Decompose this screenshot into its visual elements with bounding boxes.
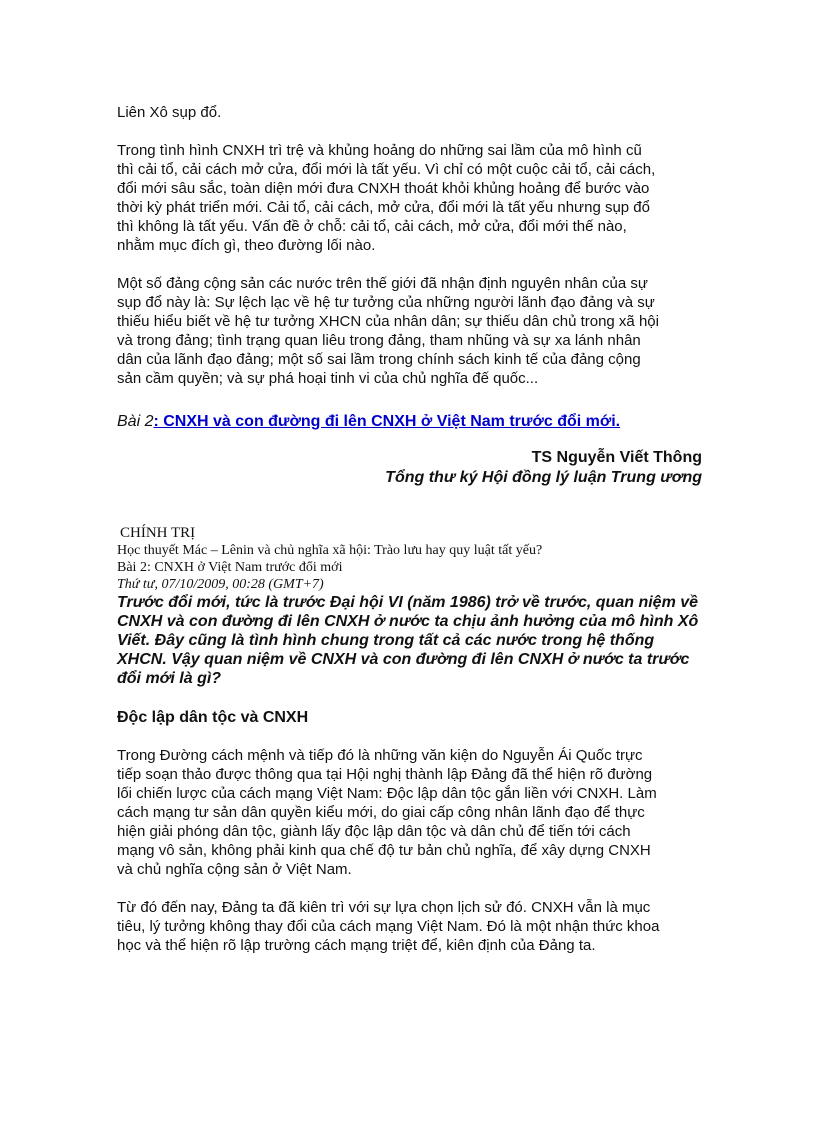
paragraph-1 (117, 141, 702, 255)
article-title: Bài 2: CNXH ở Việt Nam trước đổi mới (117, 560, 343, 575)
text-line: mạng vô sản, không phải kinh qua chế độ tư bản chủ nghĩa, để xây dựng CNXH (117, 842, 651, 859)
text-line: Trong tình hình CNXH trì trệ và khủng hoảng do những sai lầm của mô hình cũ (117, 142, 642, 159)
text-line: sản cầm quyền; và sự phá hoại tinh vi của chủ nghĩa đế quốc... (117, 370, 539, 387)
paragraph-4 (117, 898, 702, 955)
text-line: tiêu, lý tưởng không thay đổi của cách mạng Việt Nam. Đó là một nhận thức khoa (117, 918, 660, 935)
bai2-title (117, 412, 702, 432)
text-line: thì không là tất yếu. Vấn đề ở chỗ: cải tổ, cải cách, mở cửa, đổi mới thế nào, (117, 218, 627, 235)
text-line: và trong đảng; tình trạng quan liêu trong đảng, tham nhũng và sự xa lánh nhân (117, 332, 641, 349)
author-title: Tổng thư ký Hội đồng lý luận Trung ương (385, 469, 702, 486)
text-line: Viết. Đây cũng là tình hình chung trong tất cả các nước trong hệ thống (117, 632, 655, 649)
text-line: thì cải tổ, cải cách mở cửa, đổi mới là tất yếu. Vì chỉ có một cuộc cải tổ, cải cách, (117, 161, 656, 178)
text-line: đổi mới sâu sắc, toàn diện mới đưa CNXH thoát khỏi khủng hoảng để bước vào (117, 180, 650, 197)
bai2-prefix: Bài 2 (117, 413, 154, 430)
text-line: thiếu hiểu biết về hệ tư tưởng XHCN của nhân dân; sự thiếu dân chủ trong xã hội (117, 313, 659, 330)
lead-paragraph (117, 593, 702, 688)
text-line: Trong Đường cách mệnh và tiếp đó là những văn kiện do Nguyễn Ái Quốc trực (117, 747, 643, 764)
text-line: Từ đó đến nay, Đảng ta đã kiên trì với sự lựa chọn lịch sử đó. CNXH vẫn là mục (117, 899, 651, 916)
text-line: thời kỳ phát triển mới. Cải tổ, cải cách, mở cửa, đổi mới là tất yếu nhưng sụp đổ (117, 199, 650, 216)
text-line: học và thể hiện rõ lập trường cách mạng triệt để, kiên định của Đảng ta. (117, 937, 596, 954)
category-label: CHÍNH TRỊ (120, 525, 196, 541)
text-line: lối chiến lược của cách mạng Việt Nam: Độc lập dân tộc gắn liền với CNXH. Làm (117, 785, 657, 802)
paragraph-3 (117, 746, 702, 879)
text-line: đổi mới là gì? (117, 670, 222, 687)
bai2-link[interactable]: : CNXH và con đường đi lên CNXH ở Việt Nam trước đổi mới. (153, 413, 621, 430)
section-heading: Độc lập dân tộc và CNXH (117, 709, 309, 726)
text-line: CNXH và con đường đi lên CNXH ở nước ta chịu ảnh hưởng của mô hình Xô (117, 613, 699, 630)
text-line: nhằm mục đích gì, theo đường lối nào. (117, 237, 376, 254)
text-line: tiếp soạn thảo được thông qua tại Hội nghị thành lập Đảng đã thể hiện rõ đường (117, 766, 653, 783)
paragraph-2 (117, 274, 702, 388)
text-line: dân của lãnh đạo đảng; một số sai lầm trong chính sách kinh tế của đảng cộng (117, 351, 641, 368)
text-line: XHCN. Vậy quan niệm về CNXH và con đường đi lên CNXH ở nước ta trước (117, 651, 690, 668)
intro-paragraph (117, 103, 702, 122)
text-line: Một số đảng cộng sản các nước trên thế giới đã nhận định nguyên nhân của sự (117, 275, 648, 292)
text-line: Trước đổi mới, tức là trước Đại hội VI (năm 1986) trở về trước, quan niệm về (117, 594, 699, 611)
text-line: cách mạng tư sản dân quyền kiểu mới, do giai cấp công nhân lãnh đạo để thực (117, 804, 645, 821)
text-line: sụp đổ này là: Sự lệch lạc về hệ tư tưởng của những người lãnh đạo đảng và sự (117, 294, 655, 311)
text-line: và chủ nghĩa cộng sản ở Việt Nam. (117, 861, 352, 878)
text-line: hiện giải phóng dân tộc, giành lấy độc lập dân tộc và dân chủ để tiến tới cách (117, 823, 631, 840)
author-name: TS Nguyễn Viết Thông (531, 449, 702, 466)
series-title: Học thuyết Mác – Lênin và chủ nghĩa xã hội: Trào lưu hay quy luật tất yếu? (117, 543, 543, 558)
publish-date: Thứ tư, 07/10/2009, 00:28 (GMT+7) (117, 577, 324, 592)
text-line: Liên Xô sụp đổ. (117, 104, 222, 121)
document-page (117, 103, 702, 955)
